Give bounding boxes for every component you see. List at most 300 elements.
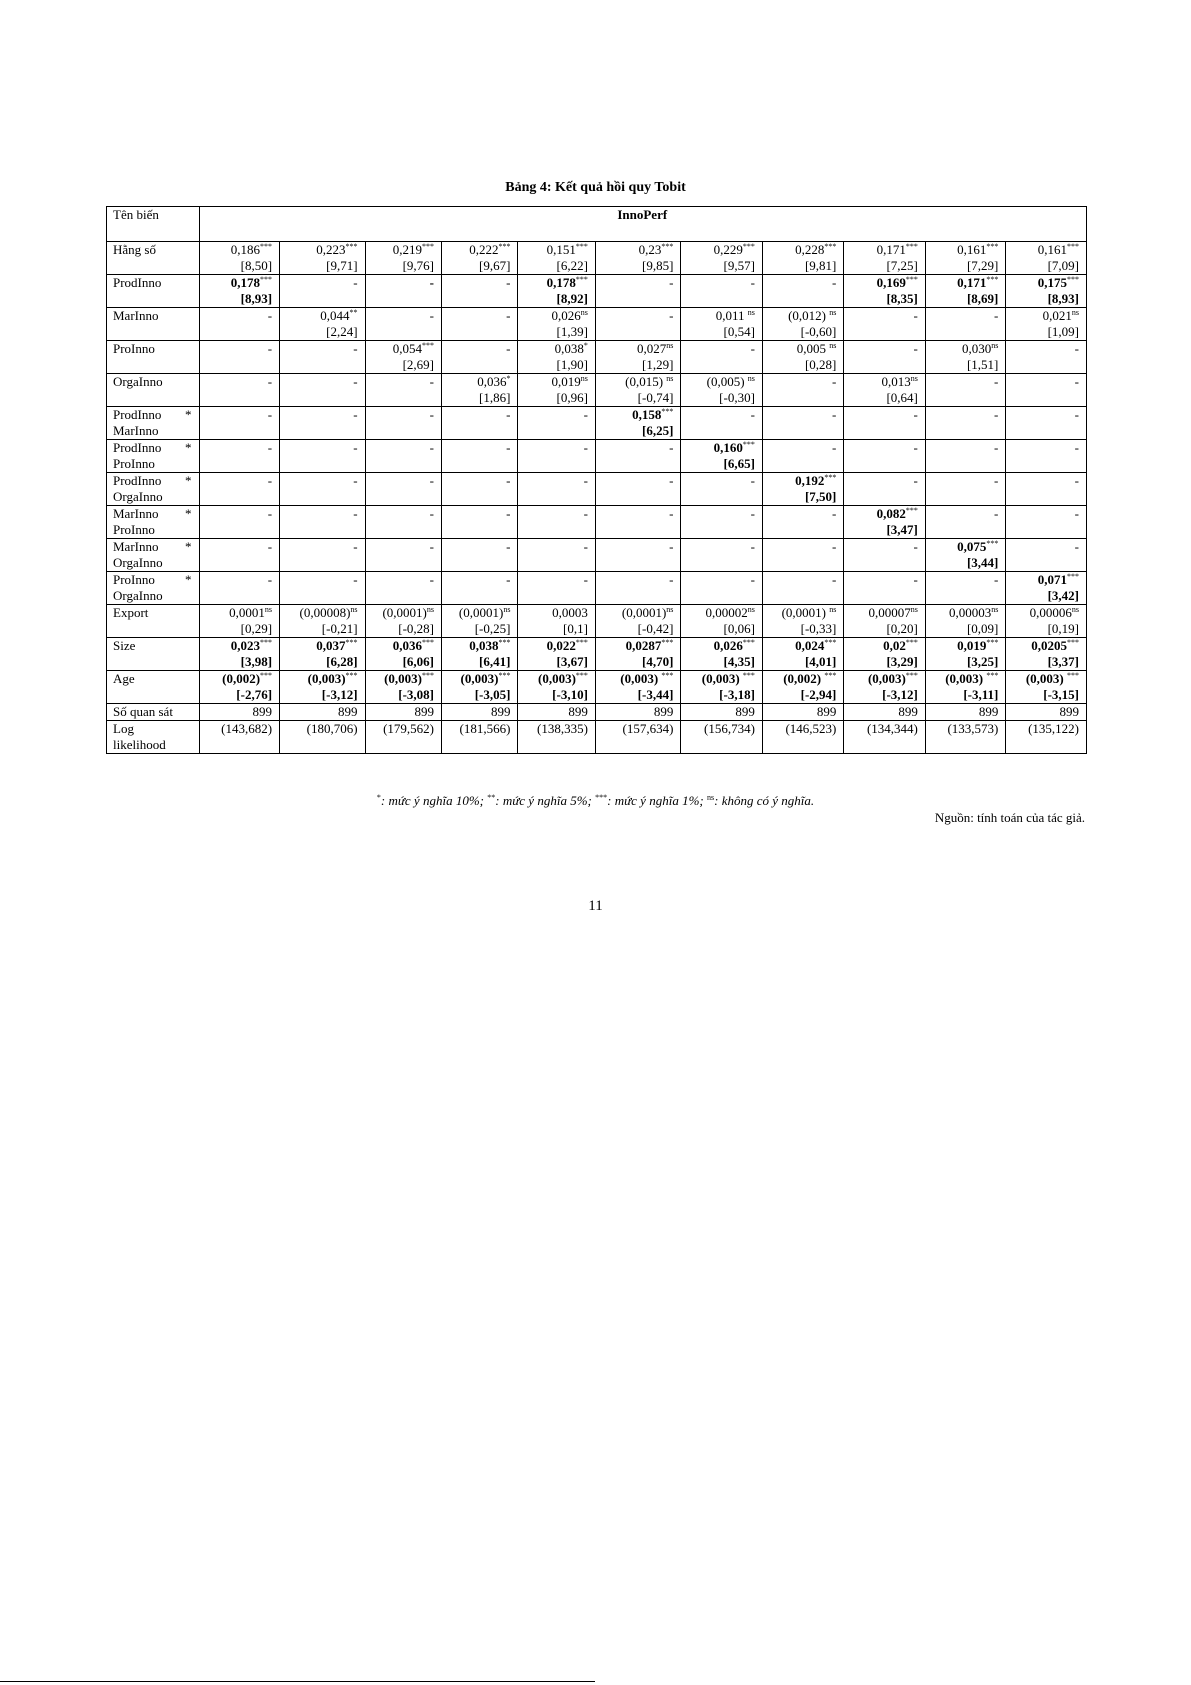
t-statistic: [-2,76] (236, 687, 273, 702)
coefficient: - (429, 275, 434, 290)
row-label-part: ProInno (113, 456, 155, 471)
table-cell (681, 539, 762, 572)
table-cell (442, 242, 518, 275)
table-cell (762, 275, 843, 308)
coefficient: (143,682) (221, 721, 273, 736)
t-statistic: [-3,44] (637, 687, 674, 702)
coefficient: (0,00008) (299, 605, 351, 620)
table-cell (365, 341, 441, 374)
significance-marker: *** (986, 638, 999, 647)
t-statistic: [4,70] (642, 654, 674, 669)
coefficient: 899 (898, 704, 918, 719)
table-cell (365, 638, 441, 671)
coefficient: (134,344) (866, 721, 918, 736)
coefficient: (146,523) (785, 721, 837, 736)
t-statistic: [7,25] (886, 258, 918, 273)
coefficient: (0,015) (625, 374, 667, 389)
coefficient: - (913, 341, 918, 356)
table-cell (595, 506, 681, 539)
t-statistic: [2,24] (326, 324, 358, 339)
table-cell (442, 374, 518, 407)
table-cell (844, 407, 925, 440)
coefficient: (0,005) (706, 374, 748, 389)
significance-marker: *** (742, 440, 755, 449)
table-cell (365, 506, 441, 539)
significance-marker: *** (824, 671, 837, 680)
table-cell (518, 341, 595, 374)
coefficient: 0,044 (320, 308, 350, 323)
table-cell (199, 440, 279, 473)
coefficient: - (1074, 473, 1079, 488)
t-statistic: [9,71] (326, 258, 358, 273)
table-cell (681, 242, 762, 275)
coefficient: 0,026 (713, 638, 743, 653)
table-cell (518, 721, 595, 754)
coefficient: 0,013 (881, 374, 911, 389)
coefficient: - (429, 374, 434, 389)
table-cell (844, 308, 925, 341)
table-cell (1006, 506, 1087, 539)
table-cell (280, 638, 366, 671)
table-cell (925, 308, 1005, 341)
table-cell (681, 407, 762, 440)
significance-marker: *** (986, 539, 999, 548)
table-cell (365, 407, 441, 440)
table-cell (1006, 638, 1087, 671)
coefficient: - (832, 506, 837, 521)
table-cell (925, 572, 1005, 605)
note-marker: ** (487, 793, 496, 802)
row-label-part: OrgaInno (113, 489, 163, 504)
table-cell (844, 341, 925, 374)
table-cell (280, 275, 366, 308)
table-cell (280, 308, 366, 341)
header-var-label: Tên biến (107, 207, 200, 242)
table-cell (518, 440, 595, 473)
table-cell (280, 473, 366, 506)
table-cell (280, 671, 366, 704)
coefficient: - (353, 506, 358, 521)
table-cell (925, 605, 1005, 638)
coefficient: 0,178 (230, 275, 261, 290)
coefficient: (0,012) (788, 308, 830, 323)
table-cell (844, 539, 925, 572)
coefficient: (180,706) (306, 721, 358, 736)
significance-marker: *** (905, 638, 918, 647)
coefficient: 899 (490, 704, 511, 719)
table-cell (1006, 308, 1087, 341)
table-row (107, 704, 1087, 721)
t-statistic: [3,25] (966, 654, 999, 669)
significance-marker: * (583, 341, 588, 350)
coefficient: - (267, 407, 273, 422)
significance-marker: *** (1067, 572, 1079, 581)
footnote-separator (0, 1681, 595, 1682)
table-cell (762, 572, 843, 605)
table-row (107, 605, 1087, 638)
coefficient: - (506, 506, 511, 521)
coefficient: - (750, 275, 755, 290)
coefficient: - (1074, 440, 1079, 455)
table-cell (365, 671, 441, 704)
table-cell (681, 275, 762, 308)
t-statistic: [9,67] (479, 258, 511, 273)
table-cell (595, 605, 681, 638)
table-cell (762, 242, 843, 275)
coefficient: - (750, 473, 755, 488)
row-label-part: * (185, 440, 192, 455)
significance-marker: *** (905, 671, 918, 680)
coefficient: 0,228 (795, 242, 825, 257)
t-statistic: [-0,60] (800, 324, 837, 339)
coefficient: (0,0001) (382, 605, 427, 620)
coefficient: - (994, 440, 999, 455)
significance-marker: ns (747, 605, 755, 614)
table-cell (518, 374, 595, 407)
coefficient: - (506, 341, 511, 356)
table-cell (518, 704, 595, 721)
table-cell (442, 473, 518, 506)
table-cell (199, 473, 279, 506)
row-label (107, 721, 200, 754)
table-cell (442, 275, 518, 308)
significance-marker: *** (824, 638, 837, 647)
row-label (107, 407, 200, 440)
row-label-part: ProInno (113, 522, 155, 537)
coefficient: 899 (414, 704, 434, 719)
table-cell (199, 341, 279, 374)
significance-marker: *** (345, 242, 358, 251)
significance-marker: *** (498, 638, 511, 647)
coefficient: 0,160 (713, 440, 743, 455)
t-statistic: [8,93] (1047, 291, 1079, 306)
significance-marker: ns (747, 374, 755, 383)
t-statistic: [1,86] (479, 390, 511, 405)
row-label (107, 638, 200, 671)
t-statistic: [8,50] (240, 258, 273, 273)
table-cell (365, 242, 441, 275)
significance-marker: ns (910, 605, 918, 614)
table-cell (844, 275, 925, 308)
table-cell (844, 671, 925, 704)
significance-marker: *** (986, 275, 999, 284)
coefficient: - (913, 308, 918, 323)
significance-marker: *** (345, 638, 358, 647)
table-row (107, 506, 1087, 539)
t-statistic: [-0,42] (637, 621, 674, 636)
coefficient: - (267, 572, 273, 587)
significance-marker: *** (1067, 671, 1079, 680)
coefficient: - (267, 374, 273, 389)
coefficient: (181,566) (459, 721, 511, 736)
t-statistic: [8,93] (240, 291, 273, 306)
table-cell (595, 638, 681, 671)
coefficient: 0,229 (713, 242, 743, 257)
table-cell (199, 506, 279, 539)
coefficient: 0,023 (230, 638, 261, 653)
coefficient: (0,003) (307, 671, 346, 686)
table-cell (280, 605, 366, 638)
coefficient: - (583, 506, 588, 521)
coefficient: (179,562) (383, 721, 434, 736)
table-cell (595, 704, 681, 721)
table-cell (844, 374, 925, 407)
significance-marker: *** (422, 341, 434, 350)
coefficient: - (353, 407, 358, 422)
coefficient: (156,734) (703, 721, 755, 736)
table-cell (681, 605, 762, 638)
table-cell (762, 539, 843, 572)
t-statistic: [-0,74] (637, 390, 674, 405)
table-cell (595, 440, 681, 473)
row-label-part: Age (113, 671, 135, 686)
t-statistic: [3,37] (1047, 654, 1079, 669)
table-cell (595, 473, 681, 506)
table-cell (762, 440, 843, 473)
row-label-part: ProInno (113, 341, 155, 356)
significance-marker: ns (829, 308, 837, 317)
t-statistic: [-3,15] (1043, 687, 1079, 702)
coefficient: - (994, 473, 999, 488)
row-label-part: Export (113, 605, 149, 620)
coefficient: - (506, 275, 511, 290)
table-cell (925, 275, 1005, 308)
coefficient: - (506, 473, 511, 488)
table-cell (365, 704, 441, 721)
table-cell (762, 407, 843, 440)
coefficient: 0,024 (795, 638, 825, 653)
significance-marker: ns (580, 308, 588, 317)
table-cell (844, 721, 925, 754)
coefficient: 899 (978, 704, 999, 719)
row-label-part: MarInno (113, 506, 159, 521)
coefficient: - (429, 572, 434, 587)
significance-marker: *** (986, 242, 999, 251)
row-label-part: * (185, 407, 192, 422)
coefficient: 899 (735, 704, 755, 719)
coefficient: 0,027 (637, 341, 667, 356)
row-label-part: * (185, 506, 192, 521)
coefficient: 0,219 (392, 242, 422, 257)
table-cell (365, 308, 441, 341)
coefficient: 0,005 (796, 341, 830, 356)
table-cell (199, 605, 279, 638)
coefficient: (0,002) (222, 671, 261, 686)
table-cell (518, 671, 595, 704)
table-cell (762, 605, 843, 638)
coefficient: 0,161 (957, 242, 987, 257)
row-label-part: Số quan sát (113, 704, 173, 719)
significance-marker: ns (1071, 308, 1079, 317)
row-label (107, 275, 200, 308)
coefficient: 0,075 (957, 539, 987, 554)
significance-marker: *** (260, 638, 273, 647)
coefficient: - (353, 275, 358, 290)
table-cell (518, 605, 595, 638)
table-cell (442, 440, 518, 473)
coefficient: 0,151 (546, 242, 576, 257)
row-label-part: * (185, 539, 192, 554)
coefficient: - (750, 572, 755, 587)
significance-marker: ns (991, 605, 999, 614)
coefficient: - (583, 473, 588, 488)
coefficient: 0,036 (477, 374, 507, 389)
t-statistic: [1,29] (642, 357, 674, 372)
table-cell (925, 721, 1005, 754)
t-statistic: [-3,12] (321, 687, 358, 702)
significance-marker: ns (350, 605, 358, 614)
table-cell (762, 473, 843, 506)
table-cell (762, 308, 843, 341)
table-cell (925, 242, 1005, 275)
table-cell (1006, 721, 1087, 754)
table-cell (1006, 440, 1087, 473)
significance-marker: *** (905, 242, 918, 251)
coefficient: - (669, 440, 674, 455)
coefficient: 0,022 (546, 638, 576, 653)
table-cell (681, 704, 762, 721)
coefficient: 0,00002 (705, 605, 748, 620)
coefficient: (138,335) (536, 721, 588, 736)
table-cell (518, 473, 595, 506)
significance-marker: *** (661, 407, 674, 416)
row-label-part: ProdInno (113, 275, 162, 290)
coefficient: 0,019 (957, 638, 987, 653)
t-statistic: [1,51] (966, 357, 999, 372)
table-cell (925, 506, 1005, 539)
coefficient: - (913, 440, 918, 455)
t-statistic: [6,41] (479, 654, 511, 669)
table-row (107, 407, 1087, 440)
row-label-part: Log (113, 721, 134, 736)
row-label-part: ProdInno (113, 440, 162, 455)
t-statistic: [3,44] (966, 555, 999, 570)
table-cell (681, 308, 762, 341)
coefficient: - (913, 407, 918, 422)
coefficient: - (832, 572, 837, 587)
coefficient: (0,003) (1025, 671, 1067, 686)
coefficient: 0,054 (392, 341, 422, 356)
significance-marker: *** (260, 275, 273, 284)
coefficient: 0,223 (316, 242, 346, 257)
significance-marker: *** (575, 671, 588, 680)
coefficient: 0,171 (957, 275, 987, 290)
table-cell (442, 407, 518, 440)
table-cell (762, 721, 843, 754)
coefficient: 0,071 (1037, 572, 1067, 587)
coefficient: 0,222 (469, 242, 499, 257)
significance-marker: ns (580, 374, 588, 383)
coefficient: 0,175 (1037, 275, 1067, 290)
table-cell (518, 539, 595, 572)
row-label-part: Size (113, 638, 136, 653)
table-cell (280, 572, 366, 605)
table-cell (681, 440, 762, 473)
t-statistic: [3,42] (1047, 588, 1079, 603)
t-statistic: [0,29] (240, 621, 273, 636)
table-cell (518, 275, 595, 308)
table-cell (844, 638, 925, 671)
table-cell (762, 638, 843, 671)
table-cell (365, 473, 441, 506)
table-cell (365, 275, 441, 308)
coefficient: (0,0001) (621, 605, 667, 620)
significance-marker: *** (498, 671, 511, 680)
significance-marker: ns (829, 605, 837, 614)
coefficient: 0,0001 (229, 605, 265, 620)
note-text: : mức ý nghĩa 10%; (380, 793, 488, 808)
coefficient: - (267, 440, 273, 455)
table-cell (365, 605, 441, 638)
table-cell (844, 704, 925, 721)
row-label-part: OrgaInno (113, 555, 163, 570)
coefficient: - (353, 374, 358, 389)
significance-marker: *** (1067, 638, 1079, 647)
t-statistic: [6,65] (723, 456, 755, 471)
table-row (107, 341, 1087, 374)
row-label (107, 572, 200, 605)
significance-marker: *** (422, 638, 434, 647)
table-cell (1006, 341, 1087, 374)
table-cell (762, 506, 843, 539)
significance-marker: ns (666, 605, 674, 614)
coefficient: - (669, 572, 674, 587)
note-marker: * (376, 793, 381, 802)
coefficient: 0,021 (1042, 308, 1072, 323)
coefficient: 0,186 (230, 242, 261, 257)
coefficient: 0,02 (883, 638, 906, 653)
t-statistic: [4,35] (723, 654, 755, 669)
coefficient: 0,038 (469, 638, 499, 653)
table-cell (595, 407, 681, 440)
table-cell (1006, 374, 1087, 407)
significance-marker: *** (905, 275, 918, 284)
table-row (107, 275, 1087, 308)
coefficient: 0,158 (632, 407, 662, 422)
coefficient: (0,003) (537, 671, 576, 686)
table-cell (199, 638, 279, 671)
table-row (107, 440, 1087, 473)
table-cell (1006, 671, 1087, 704)
row-label-part: * (185, 473, 192, 488)
significance-marker: ** (349, 308, 358, 317)
row-label-part: * (185, 572, 192, 587)
coefficient: - (583, 440, 588, 455)
significance-marker: *** (422, 671, 434, 680)
t-statistic: [8,69] (966, 291, 999, 306)
regression-table (106, 206, 1087, 754)
t-statistic: [-0,25] (474, 621, 511, 636)
coefficient: - (506, 539, 511, 554)
row-label-part: likelihood (113, 737, 166, 752)
table-cell (1006, 242, 1087, 275)
table-row (107, 572, 1087, 605)
t-statistic: [1,90] (556, 357, 588, 372)
significance-marker: *** (260, 242, 273, 251)
table-cell (1006, 473, 1087, 506)
coefficient: - (750, 506, 755, 521)
coefficient: (0,003) (701, 671, 743, 686)
coefficient: (0,003) (384, 671, 422, 686)
row-label-part: OrgaInno (113, 588, 163, 603)
row-label (107, 242, 200, 275)
coefficient: 899 (816, 704, 837, 719)
coefficient: - (429, 308, 434, 323)
table-cell (925, 638, 1005, 671)
t-statistic: [0,96] (556, 390, 588, 405)
coefficient: - (429, 506, 434, 521)
coefficient: - (1074, 407, 1079, 422)
